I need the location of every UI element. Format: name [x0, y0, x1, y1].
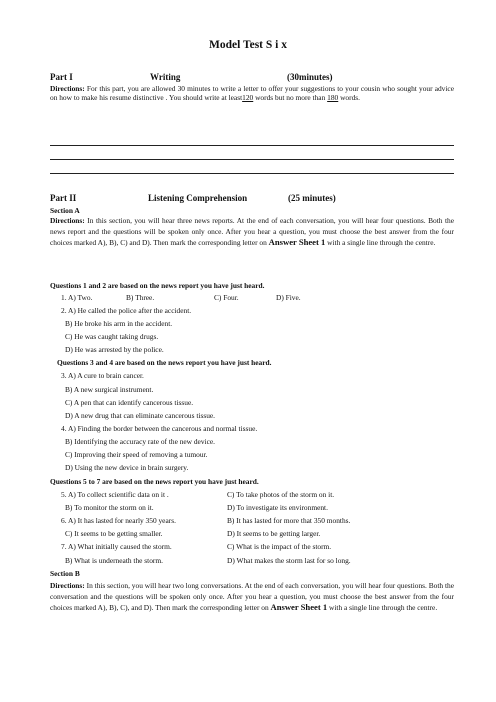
section-a-directions: Directions: In this section, you will hear three news reports. At the end of each conversation, you will hear four questions. Both the news report and the questions will be spoken only once. After you hear a question, you must choose the best answer from the four choices marked A), B), C) and D). Then mark the corresponding letter on Answer Sheet 1 with a single line through the centre. — [50, 216, 454, 248]
q5-option-a: 5. A) To collect scientific data on it . — [61, 490, 169, 499]
q1-option-c: C) Four. — [214, 293, 239, 302]
q6-option-c: C) It seems to be getting smaller. — [65, 529, 163, 538]
directions-label: Directions: — [50, 84, 85, 93]
part1-time: (30minutes) — [287, 72, 333, 82]
page-title: Model Test S i x — [209, 39, 287, 51]
q1-option-a: 1. A) Two. — [61, 293, 93, 302]
q6-option-d: D) It seems to be getting larger. — [227, 529, 321, 538]
q6-option-a: 6. A) It has lasted for nearly 350 years. — [61, 516, 176, 525]
answer-sheet-ref: Answer Sheet 1 — [268, 237, 326, 248]
q3-option-d: D) A new drug that can eliminate cancerous tissue. — [65, 411, 216, 420]
directions-label: Directions: — [50, 581, 85, 590]
writing-line-2 — [50, 159, 454, 160]
q2-option-c: C) He was caught taking drugs. — [65, 332, 159, 341]
section-a-heading: Section A — [50, 206, 80, 215]
min-words: 120 — [242, 93, 254, 102]
q4-option-b: B) Identifying the accuracy rate of the new device. — [65, 437, 215, 446]
q4-option-d: D) Using the new device in brain surgery. — [65, 463, 189, 472]
part1-name: Writing — [150, 72, 181, 82]
q4-option-a: 4. A) Finding the border between the cancerous and normal tissue. — [61, 424, 258, 433]
max-words: 180 — [327, 93, 339, 102]
q3-option-c: C) A pen that can identify cancerous tissue. — [65, 398, 194, 407]
q12-heading: Questions 1 and 2 are based on the news report you have just heard. — [50, 281, 265, 290]
section-b-heading: Section B — [50, 569, 80, 578]
answer-sheet-ref: Answer Sheet 1 — [270, 602, 328, 613]
q3-option-a: 3. A) A cure to brain cancer. — [61, 371, 144, 380]
q5-option-d: D) To investigate its environment. — [227, 503, 328, 512]
q2-option-d: D) He was arrested by the police. — [65, 345, 164, 354]
q1-option-d: D) Five. — [276, 293, 301, 302]
q7-option-b: B) What is underneath the storm. — [65, 556, 163, 565]
q4-option-c: C) Improving their speed of removing a tumour. — [65, 450, 208, 459]
q57-heading: Questions 5 to 7 are based on the news report you have just heard. — [50, 477, 259, 486]
q5-option-c: C) To take photos of the storm on it. — [227, 490, 335, 499]
q1-option-b: B) Three. — [126, 293, 155, 302]
q7-option-a: 7. A) What initially caused the storm. — [61, 542, 172, 551]
directions-label: Directions: — [50, 216, 85, 225]
part2-time: (25 minutes) — [288, 193, 336, 203]
q2-option-a: 2. A) He called the police after the accident. — [61, 306, 192, 315]
part1-label: Part I — [50, 72, 73, 82]
q6-option-b: B) It has lasted for more that 350 months. — [227, 516, 351, 525]
section-b-directions: Directions: In this section, you will hear two long conversations. At the end of each conversation, you will hear four questions. Both the conversation and the questions will be spoken only once. After you hear a question, you must choose the best answer from the four choices marked A), B), C), and D). Then mark the corresponding letter on Answer Sheet 1 with a single line through the centre. — [50, 581, 454, 613]
q2-option-b: B) He broke his arm in the accident. — [65, 319, 173, 328]
q5-option-b: B) To monitor the storm on it. — [65, 503, 154, 512]
part1-directions: Directions: For this part, you are allowed 30 minutes to write a letter to offer your suggestions to your cousin who sought your advice on how to make his resume distinctive . You should write at least120 words but no more than 180 words. — [50, 84, 454, 102]
q7-option-c: C) What is the impact of the storm. — [227, 542, 332, 551]
writing-line-1 — [50, 145, 454, 146]
part2-label: Part II — [50, 193, 77, 203]
q7-option-d: D) What makes the storm last for so long. — [227, 556, 351, 565]
writing-line-3 — [50, 173, 454, 174]
q34-heading: Questions 3 and 4 are based on the news report you have just heard. — [57, 358, 272, 367]
q3-option-b: B) A new surgical instrument. — [65, 385, 154, 394]
part2-name: Listening Comprehension — [148, 193, 248, 203]
